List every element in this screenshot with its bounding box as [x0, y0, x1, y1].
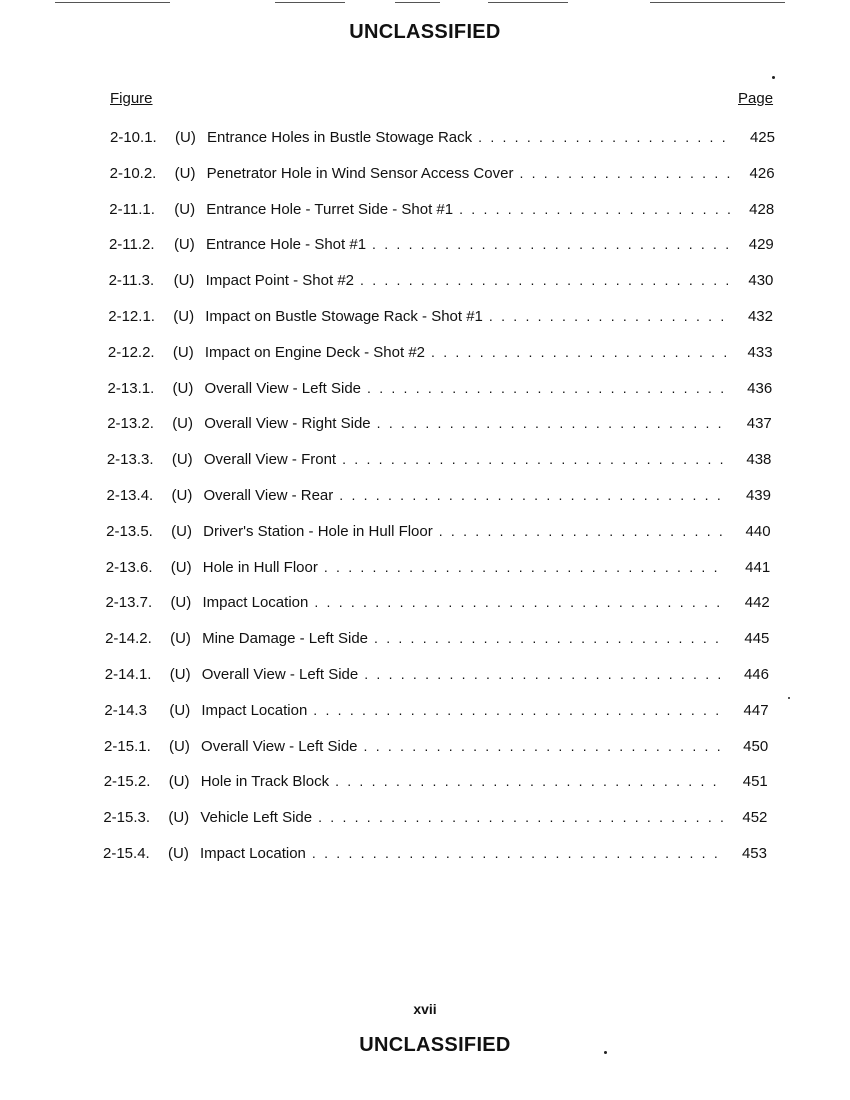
figure-title: Mine Damage - Left Side — [202, 630, 369, 648]
figure-number: 2-14.3 — [104, 701, 147, 719]
figure-page-number: 436 — [747, 379, 773, 397]
figure-page-number: 432 — [747, 308, 773, 325]
figure-page-number: 446 — [743, 666, 769, 683]
figure-page-number: 441 — [745, 558, 771, 576]
dot-leader — [478, 127, 731, 147]
dot-leader — [324, 557, 726, 577]
figure-number: 2-13.7. — [105, 594, 153, 612]
figure-page-number: 440 — [745, 522, 771, 540]
figure-title: Hole in Hull Floor — [202, 558, 318, 576]
figure-page-number: 438 — [746, 451, 772, 469]
dot-leader — [367, 378, 728, 398]
figure-classification: (U) — [170, 630, 191, 648]
figure-title: Overall View - Front — [203, 451, 337, 469]
figure-entry — [104, 771, 768, 791]
figure-number: 2-12.2. — [107, 343, 155, 361]
scan-rule — [55, 2, 170, 3]
figure-entry — [110, 127, 775, 147]
figure-title: Impact on Engine Deck - Shot #2 — [204, 343, 426, 361]
figure-title: Impact on Bustle Stowage Rack - Shot #1 — [205, 308, 483, 325]
figure-number: 2-13.5. — [106, 522, 153, 540]
figure-page-number: 426 — [749, 164, 775, 182]
dot-leader — [377, 413, 728, 433]
dot-leader — [318, 807, 723, 827]
figure-title: Overall View - Left Side — [201, 737, 358, 755]
figure-classification: (U) — [168, 809, 190, 827]
figure-classification: (U) — [168, 845, 189, 862]
figure-page-number: 433 — [747, 343, 773, 361]
figure-page-number: 445 — [744, 630, 770, 648]
figure-entry — [105, 592, 769, 612]
figure-number: 2-13.3. — [106, 451, 154, 469]
figure-classification: (U) — [173, 308, 195, 325]
figure-number: 2-11.3. — [108, 272, 155, 290]
dot-leader — [342, 449, 727, 469]
figure-entry — [104, 700, 768, 720]
figure-title: Overall View - Rear — [203, 487, 334, 504]
figure-classification: (U) — [172, 379, 194, 397]
figure-classification: (U) — [171, 522, 192, 540]
dot-leader — [314, 592, 725, 612]
figure-title: Entrance Hole - Shot #1 — [205, 236, 367, 254]
figure-entry — [108, 378, 773, 398]
dot-leader — [431, 342, 729, 362]
figure-title: Vehicle Left Side — [200, 809, 313, 827]
scan-speck — [788, 697, 790, 699]
figure-classification: (U) — [171, 451, 193, 469]
figure-title: Impact Location — [201, 701, 308, 719]
figure-page-number: 447 — [743, 701, 769, 719]
figure-entry — [106, 521, 770, 541]
dot-leader — [372, 234, 730, 254]
dot-leader — [360, 270, 729, 290]
scan-rule — [395, 2, 440, 3]
figure-title: Hole in Track Block — [200, 773, 330, 791]
figure-title: Penetrator Hole in Wind Sensor Access Cover — [206, 164, 514, 182]
header-classification: UNCLASSIFIED — [349, 21, 501, 43]
figure-entry — [107, 413, 772, 433]
figure-number: 2-13.2. — [107, 415, 154, 433]
figure-entry — [105, 664, 769, 684]
figure-classification: (U) — [171, 487, 193, 504]
figure-page-number: 453 — [741, 845, 767, 862]
figure-title: Overall View - Right Side — [204, 415, 371, 433]
dot-leader — [489, 306, 729, 326]
figure-number: 2-12.1. — [108, 308, 155, 325]
scan-speck — [604, 1051, 607, 1054]
figure-page-number: 450 — [743, 737, 769, 755]
figure-entry — [110, 163, 775, 183]
figure-title: Entrance Hole - Turret Side - Shot #1 — [206, 200, 454, 218]
dot-leader — [374, 628, 725, 648]
figure-number: 2-10.1. — [110, 129, 157, 146]
figure-title: Entrance Holes in Bustle Stowage Rack — [207, 129, 473, 146]
figure-title: Impact Point - Shot #2 — [205, 272, 355, 290]
dot-leader — [519, 163, 730, 183]
figure-classification: (U) — [170, 558, 192, 576]
figure-entry — [108, 342, 773, 362]
figure-classification: (U) — [169, 701, 191, 719]
figure-number: 2-10.2. — [109, 164, 157, 182]
scan-rule — [488, 2, 568, 3]
figure-page-number: 437 — [746, 415, 772, 433]
dot-leader — [439, 521, 727, 541]
figure-number: 2-13.4. — [106, 487, 154, 504]
figure-page-number: 451 — [742, 773, 768, 791]
figure-number: 2-15.2. — [103, 773, 151, 791]
figure-number: 2-13.1. — [107, 379, 155, 397]
figure-entry — [104, 736, 768, 756]
figure-classification: (U) — [174, 164, 196, 182]
figure-number: 2-15.4. — [103, 845, 150, 862]
dot-leader — [312, 843, 723, 863]
figure-classification: (U) — [173, 272, 195, 290]
figure-number: 2-15.1. — [104, 737, 151, 755]
scan-rule — [275, 2, 345, 3]
dot-leader — [364, 664, 725, 684]
figure-entry — [107, 449, 772, 469]
figure-page-number: 442 — [744, 594, 770, 612]
figure-number: 2-15.3. — [103, 809, 151, 827]
figure-title: Impact Location — [202, 594, 309, 612]
figure-classification: (U) — [169, 737, 190, 755]
figure-number: 2-14.1. — [104, 666, 152, 683]
figure-entry — [109, 270, 774, 290]
figure-column-header: Figure — [110, 90, 153, 107]
figure-entry — [109, 234, 774, 254]
figure-page-number: 425 — [749, 129, 775, 146]
figure-classification: (U) — [172, 343, 194, 361]
figure-entry — [107, 485, 772, 505]
figure-classification: (U) — [172, 415, 194, 433]
figure-classification: (U) — [170, 594, 192, 612]
figure-number: 2-11.2. — [108, 236, 155, 254]
dot-leader — [364, 736, 725, 756]
figure-classification: (U) — [169, 666, 191, 683]
figure-title: Impact Location — [200, 845, 306, 862]
figure-entry — [108, 306, 773, 326]
dot-leader — [313, 700, 724, 720]
figure-page-number: 428 — [749, 200, 775, 218]
figure-classification: (U) — [173, 236, 195, 254]
figure-page-number: 439 — [745, 487, 771, 504]
figure-title: Overall View - Left Side — [204, 379, 362, 397]
figure-classification: (U) — [174, 200, 196, 218]
page-column-header: Page — [738, 90, 774, 107]
figure-entry — [105, 628, 769, 648]
dot-leader — [339, 485, 727, 505]
figure-title: Overall View - Left Side — [201, 666, 359, 683]
figure-number: 2-14.2. — [105, 630, 152, 648]
dot-leader — [335, 771, 724, 791]
figure-page-number: 429 — [748, 236, 774, 254]
scan-speck — [772, 76, 775, 79]
figure-entry — [109, 199, 774, 219]
figure-classification: (U) — [175, 129, 196, 146]
figure-number: 2-13.6. — [105, 558, 153, 576]
dot-leader — [459, 199, 730, 219]
figure-page-number: 452 — [742, 809, 768, 827]
page-folio: xvii — [413, 1001, 437, 1017]
figure-entry — [103, 807, 767, 827]
footer-classification: UNCLASSIFIED — [359, 1034, 511, 1056]
scan-rule — [650, 2, 785, 3]
figure-entry — [106, 557, 770, 577]
figure-number: 2-11.1. — [109, 200, 155, 218]
figure-entry — [103, 843, 767, 863]
figure-page-number: 430 — [748, 272, 774, 290]
figure-classification: (U) — [168, 773, 190, 791]
figure-title: Driver's Station - Hole in Hull Floor — [203, 522, 433, 540]
